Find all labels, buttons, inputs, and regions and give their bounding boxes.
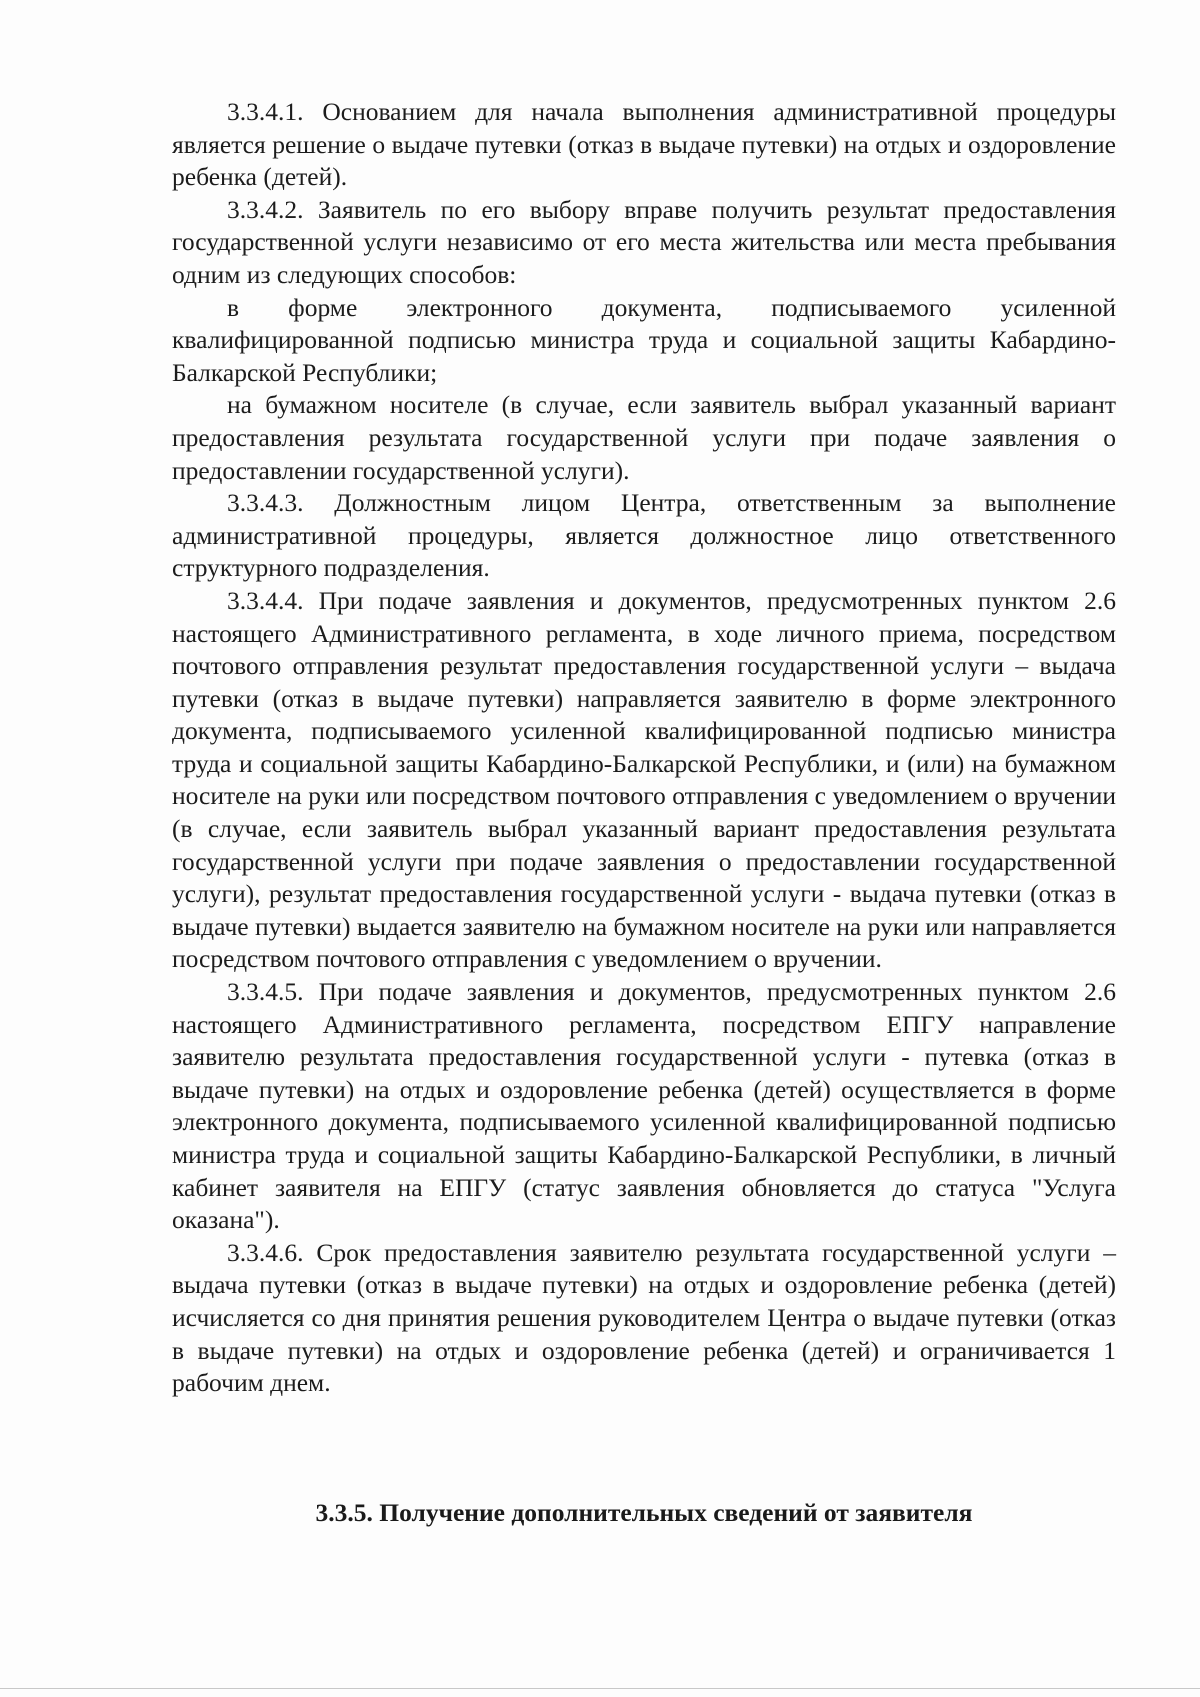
paragraph-3-3-4-5: 3.3.4.5. При подаче заявления и документов, предусмотренных пунктом 2.6 настоящего Административного регламента, посредством ЕПГУ направление заявителю результата предоставления государственной услуги - путевка (отказ в выдаче путевки) на отдых и оздоровление ребенка (детей) осуществляется в форме электронного документа, подписываемого усиленной квалифицированной подписью министра труда и социальной защиты Кабардино-Балкарской Республики, в личный кабинет заявителя на ЕПГУ (статус заявления обновляется до статуса "Услуга оказана"). <box>172 977 1116 1235</box>
paragraph-3-3-4-6: 3.3.4.6. Срок предоставления заявителю результата государственной услуги – выдача путевки (отказ в выдаче путевки) на отдых и оздоровление ребенка (детей) исчисляется со дня принятия решения руководителем Центра о выдаче путевки (отказ в выдаче путевки) на отдых и оздоровление ребенка (детей) и ограничивается 1 рабочим днем. <box>172 1237 1116 1398</box>
document-body <box>172 96 1116 1400</box>
paragraph-3-3-4-1: 3.3.4.1. Основанием для начала выполнения административной процедуры является решение о выдаче путевки (отказ в выдаче путевки) на отдых и оздоровление ребенка (детей). <box>172 97 1116 192</box>
paragraph-3-3-4-2: 3.3.4.2. Заявитель по его выбору вправе получить результат предоставления государственной услуги независимо от его места жительства или места пребывания одним из следующих способов: <box>172 194 1116 289</box>
paragraph-3-3-4-4: 3.3.4.4. При подаче заявления и документов, предусмотренных пунктом 2.6 настоящего Административного регламента, в ходе личного приема, посредством почтового отправления результат предоставления государственной услуги – выдача путевки (отказ в выдаче путевки) направляется заявителю в форме электронного документа, подписываемого усиленной квалифицированной подписью министра труда и социальной защиты Кабардино-Балкарской Республики, и (или) на бумажном носителе на руки или посредством почтового отправления с уведомлением о вручении (в случае, если заявитель выбрал указанный вариант предоставления результата государственной услуги при подаче заявления о предоставлении государственной услуги), результат предоставления государственной услуги - выдача путевки (отказ в выдаче путевки) выдается заявителю на бумажном носителе на руки или направляется посредством почтового отправления с уведомлением о вручении. <box>172 585 1116 974</box>
paragraph-option-electronic: в форме электронного документа, подписываемого усиленной квалифицированной подписью министра труда и социальной защиты Кабардино-Балкарской Республики; <box>172 292 1116 387</box>
paragraph-option-paper: на бумажном носителе (в случае, если заявитель выбрал указанный вариант предоставления результата государственной услуги при подаче заявления о предоставлении государственной услуги). <box>172 390 1116 485</box>
section-heading-3-3-5: 3.3.5. Получение дополнительных сведений от заявителя <box>315 1498 973 1527</box>
paragraph-3-3-4-3: 3.3.4.3. Должностным лицом Центра, ответственным за выполнение административной процедуры, является должностное лицо ответственного структурного подразделения. <box>172 488 1116 583</box>
scan-edge-line <box>0 1688 1200 1689</box>
